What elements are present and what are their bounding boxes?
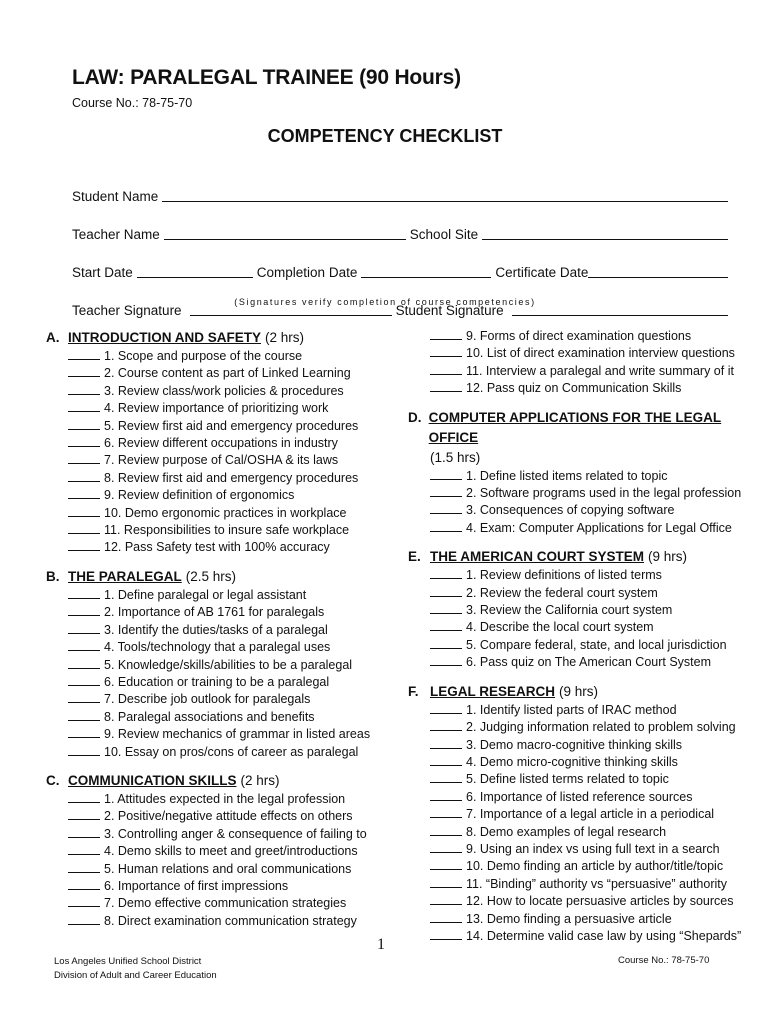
checkoff-blank[interactable] [68, 452, 100, 464]
checklist-item [408, 702, 753, 719]
section-hours: (2.5 hrs) [185, 568, 237, 584]
checklist-item-text: 12. Pass quiz on Communication Skills [466, 381, 682, 396]
checklist-item-text: 10. Demo ergonomic practices in workplace [104, 505, 347, 520]
district-name: Los Angeles Unified School District [54, 956, 202, 967]
checklist-item [46, 622, 386, 639]
checkoff-blank[interactable] [68, 435, 100, 447]
section-c-header [46, 771, 386, 791]
checklist-item [46, 709, 386, 726]
section-f-header [408, 682, 753, 702]
checklist-heading: COMPETENCY CHECKLIST [267, 126, 503, 146]
checklist-item-text: 2. Importance of AB 1761 for paralegals [104, 605, 325, 620]
section-e-header [408, 547, 753, 567]
checklist-item-text: 2. Software programs used in the legal profession [466, 486, 742, 501]
checklist-item-text: 7. Review purpose of Cal/OSHA & its laws [104, 453, 339, 468]
checklist-item [408, 637, 753, 654]
student-signature-label: Student Signature [395, 303, 504, 318]
checklist-item [408, 520, 753, 537]
checkoff-blank[interactable] [430, 824, 462, 836]
checklist-item-text: 3. Identify the duties/tasks of a paralegal [104, 622, 328, 637]
checklist-item-text: 7. Describe job outlook for paralegals [104, 692, 311, 707]
teacher-name-line[interactable] [164, 225, 406, 240]
section-title: COMMUNICATION SKILLS [68, 772, 237, 788]
section-a-items [46, 348, 386, 557]
checkoff-blank[interactable] [68, 418, 100, 430]
checklist-item [408, 928, 753, 945]
checkoff-blank[interactable] [430, 585, 462, 597]
checkoff-blank[interactable] [430, 702, 462, 714]
checkoff-blank[interactable] [430, 876, 462, 888]
checklist-item [408, 841, 753, 858]
section-title: COMPUTER APPLICATIONS FOR THE LEGAL OFFICE [428, 409, 722, 445]
checkoff-blank[interactable] [430, 858, 462, 870]
checkoff-blank[interactable] [68, 539, 100, 551]
checklist-item-text: 14. Determine valid case law by using “Shepards” [466, 928, 742, 943]
checklist-item [46, 470, 386, 487]
checklist-item-text: 1. Define paralegal or legal assistant [104, 587, 307, 602]
checklist-item [408, 719, 753, 736]
checklist-item [408, 567, 753, 584]
checkoff-blank[interactable] [430, 567, 462, 579]
checklist-item [46, 913, 386, 930]
checklist-item-text: 2. Course content as part of Linked Learning [104, 366, 351, 381]
checklist-item-text: 2. Judging information related to problem solving [466, 720, 736, 735]
checklist-item-text: 10. Essay on pros/cons of career as paralegal [104, 744, 359, 759]
checkoff-blank[interactable] [68, 470, 100, 482]
checklist-item-text: 3. Controlling anger & consequence of failing to [104, 826, 367, 841]
checkoff-blank[interactable] [68, 895, 100, 907]
checklist-item [408, 619, 753, 636]
section-c-continued [408, 328, 753, 398]
checkoff-blank[interactable] [68, 913, 100, 925]
checkoff-blank[interactable] [430, 754, 462, 766]
checkoff-blank[interactable] [430, 893, 462, 905]
checklist-item-text: 9. Using an index vs using full text in a search [466, 841, 720, 856]
checklist-item-text: 6. Review different occupations in industry [104, 436, 338, 451]
checkoff-blank[interactable] [430, 602, 462, 614]
section-hours: (9 hrs) [559, 683, 599, 699]
checkoff-blank[interactable] [430, 789, 462, 801]
checklist-item [46, 843, 386, 860]
checkoff-blank[interactable] [430, 485, 462, 497]
checkoff-blank[interactable] [430, 637, 462, 649]
checklist-item-text: 2. Review the federal court system [466, 585, 658, 600]
section-f [408, 682, 753, 946]
checklist-item-text: 8. Direct examination communication strategy [104, 913, 357, 928]
section-b [46, 567, 386, 761]
checkoff-blank[interactable] [430, 619, 462, 631]
signature-note: (Signatures verify completion of course competencies) [234, 297, 536, 307]
checklist-item-text: 4. Demo skills to meet and greet/introductions [104, 844, 358, 859]
checkoff-blank[interactable] [430, 502, 462, 514]
checklist-item-text: 13. Demo finding a persuasive article [466, 911, 672, 926]
checklist-item-text: 1. Identify listed parts of IRAC method [466, 702, 677, 717]
checkoff-blank[interactable] [68, 604, 100, 616]
checklist-item-text: 1. Attitudes expected in the legal profession [104, 791, 346, 806]
checkoff-blank[interactable] [68, 843, 100, 855]
checkoff-blank[interactable] [68, 587, 100, 599]
checklist-item [46, 674, 386, 691]
section-b-header [46, 567, 386, 587]
section-letter: A. [46, 330, 60, 345]
section-f-items [408, 702, 753, 946]
checklist-item [408, 654, 753, 671]
checklist-item [408, 328, 753, 345]
checklist-item-text: 11. Interview a paralegal and write summary of it [466, 363, 734, 378]
section-d-items [408, 468, 753, 538]
section-c-continued-items [408, 328, 753, 398]
checklist-item-text: 5. Review first aid and emergency procedures [104, 418, 359, 433]
left-column [46, 328, 386, 940]
checklist-item-text: 9. Review definition of ergonomics [104, 488, 295, 503]
certificate-date-label: Certificate Date [495, 265, 589, 280]
checklist-item [46, 348, 386, 365]
checklist-item-text: 9. Review mechanics of grammar in listed areas [104, 727, 371, 742]
checklist-item [408, 737, 753, 754]
checklist-item [46, 487, 386, 504]
section-title: LEGAL RESEARCH [430, 683, 556, 699]
checkoff-blank[interactable] [430, 363, 462, 375]
checklist-item-text: 5. Define listed terms related to topic [466, 772, 669, 787]
checklist-item [46, 808, 386, 825]
checklist-item-text: 6. Education or training to be a paralegal [104, 674, 330, 689]
checklist-item [46, 726, 386, 743]
right-column [408, 328, 753, 955]
checklist-item [46, 452, 386, 469]
checklist-item [408, 345, 753, 362]
checkoff-blank[interactable] [68, 365, 100, 377]
completion-date-line[interactable] [361, 263, 491, 278]
checkoff-blank[interactable] [430, 771, 462, 783]
checklist-item [408, 771, 753, 788]
checkoff-blank[interactable] [430, 719, 462, 731]
checkoff-blank[interactable] [68, 505, 100, 517]
checklist-item [408, 806, 753, 823]
checkoff-blank[interactable] [430, 841, 462, 853]
checkoff-blank[interactable] [68, 744, 100, 756]
checkoff-blank[interactable] [430, 911, 462, 923]
section-letter: E. [408, 549, 421, 565]
section-e-items [408, 567, 753, 671]
checklist-item [408, 585, 753, 602]
section-title: THE AMERICAN COURT SYSTEM [430, 549, 645, 565]
checkoff-blank[interactable] [68, 861, 100, 873]
checklist-item-text: 4. Exam: Computer Applications for Legal Office [466, 520, 732, 535]
checklist-item-text: 6. Importance of listed reference sources [466, 789, 693, 804]
section-a-header [46, 328, 386, 348]
checklist-item-text: 1. Review definitions of listed terms [466, 568, 662, 583]
checkoff-blank[interactable] [68, 808, 100, 820]
checklist-item [46, 505, 386, 522]
checklist-item-text: 4. Review importance of prioritizing work [104, 401, 329, 416]
checkoff-blank[interactable] [68, 657, 100, 669]
checklist-item [46, 400, 386, 417]
teacher-name-label: Teacher Name [72, 227, 160, 242]
checklist-item [46, 539, 386, 556]
section-hours: (1.5 hrs) [430, 449, 481, 465]
school-site-line[interactable] [482, 225, 728, 240]
checklist-item [46, 826, 386, 843]
teacher-school-row [72, 204, 732, 242]
section-hours: (2 hrs) [240, 772, 280, 788]
section-letter: C. [46, 772, 60, 788]
checkoff-blank[interactable] [430, 737, 462, 749]
footer-course-number: Course No.: 78-75-70 [618, 955, 710, 966]
checkoff-blank[interactable] [430, 328, 462, 340]
checklist-item [408, 754, 753, 771]
section-letter: B. [46, 568, 60, 584]
checkoff-blank[interactable] [68, 826, 100, 838]
start-date-line[interactable] [137, 263, 253, 278]
certificate-date-line[interactable] [588, 263, 728, 278]
checklist-item [408, 824, 753, 841]
checklist-item [46, 878, 386, 895]
checklist-item-text: 4. Tools/technology that a paralegal uses [104, 640, 331, 655]
section-d-header [408, 408, 753, 448]
dates-row [72, 242, 732, 280]
checklist-item-text: 5. Compare federal, state, and local jurisdiction [466, 637, 727, 652]
checkoff-blank[interactable] [68, 791, 100, 803]
checklist-item [46, 604, 386, 621]
checklist-item [408, 602, 753, 619]
checklist-item [46, 657, 386, 674]
checklist-item-text: 6. Importance of first impressions [104, 878, 289, 893]
checklist-item-text: 12. How to locate persuasive articles by sources [466, 894, 734, 909]
checkoff-blank[interactable] [68, 487, 100, 499]
checkoff-blank[interactable] [430, 520, 462, 532]
checklist-item [46, 791, 386, 808]
checkoff-blank[interactable] [68, 400, 100, 412]
section-a [46, 328, 386, 557]
student-info-fields [72, 166, 732, 318]
checklist-item-text: 1. Define listed items related to topic [466, 468, 668, 483]
footer-district [54, 955, 217, 983]
checklist-item [408, 485, 753, 502]
checklist-item-text: 4. Demo micro-cognitive thinking skills [466, 754, 678, 769]
section-letter: F. [408, 683, 419, 699]
page-number: 1 [377, 936, 385, 953]
checklist-item [46, 895, 386, 912]
checkoff-blank[interactable] [430, 468, 462, 480]
checklist-item [46, 365, 386, 382]
checklist-item [46, 435, 386, 452]
checklist-item-text: 6. Pass quiz on The American Court System [466, 655, 712, 670]
section-e [408, 547, 753, 671]
section-d [408, 408, 753, 538]
checkoff-blank[interactable] [68, 709, 100, 721]
checklist-item-text: 3. Review the California court system [466, 603, 673, 618]
checklist-item-text: 2. Positive/negative attitude effects on others [104, 809, 353, 824]
checklist-item-text: 3. Review class/work policies & procedures [104, 383, 344, 398]
checklist-item [46, 744, 386, 761]
school-site-label: School Site [409, 227, 479, 242]
checklist-item-text: 8. Demo examples of legal research [466, 824, 667, 839]
checklist-item-text: 8. Paralegal associations and benefits [104, 709, 315, 724]
checklist-item-text: 9. Forms of direct examination questions [466, 329, 692, 343]
checklist-item-text: 8. Review first aid and emergency procedures [104, 470, 359, 485]
checklist-item-text: 5. Knowledge/skills/abilities to be a paralegal [104, 657, 353, 672]
checkoff-blank[interactable] [430, 928, 462, 940]
document-title: LAW: PARALEGAL TRAINEE (90 Hours) [72, 66, 461, 89]
checklist-item-text: 1. Scope and purpose of the course [104, 349, 303, 363]
checkoff-blank[interactable] [68, 639, 100, 651]
checklist-item-text: 4. Describe the local court system [466, 620, 654, 635]
checkoff-blank[interactable] [68, 622, 100, 634]
teacher-signature-label: Teacher Signature [72, 303, 182, 318]
checkoff-blank[interactable] [68, 383, 100, 395]
section-c-items [46, 791, 386, 930]
checklist-item-text: 10. List of direct examination interview questions [466, 346, 735, 361]
checklist-item [46, 691, 386, 708]
checklist-item [46, 383, 386, 400]
checklist-item [46, 639, 386, 656]
checklist-item [408, 858, 753, 875]
checklist-item-text: 11. “Binding” authority vs “persuasive” authority [466, 876, 727, 891]
division-name: Division of Adult and Career Education [54, 970, 217, 981]
checklist-item [408, 363, 753, 380]
checkoff-blank[interactable] [430, 654, 462, 666]
section-hours: (9 hrs) [648, 549, 688, 565]
section-title: INTRODUCTION AND SAFETY [68, 330, 261, 345]
checkoff-blank[interactable] [430, 806, 462, 818]
checklist-item-text: 7. Importance of a legal article in a periodical [466, 807, 715, 822]
checklist-item-text: 3. Consequences of copying software [466, 503, 675, 518]
checklist-item [408, 893, 753, 910]
checklist-item-text: 11. Responsibilities to insure safe workplace [104, 523, 350, 538]
checklist-item-text: 3. Demo macro-cognitive thinking skills [466, 737, 683, 752]
checkoff-blank[interactable] [68, 691, 100, 703]
checkoff-blank[interactable] [68, 348, 100, 360]
section-hours: (2 hrs) [265, 330, 305, 345]
student-name-label: Student Name [72, 189, 159, 204]
checklist-item [46, 418, 386, 435]
section-c [46, 771, 386, 930]
checkoff-blank[interactable] [68, 674, 100, 686]
checklist-item-text: 12. Pass Safety test with 100% accuracy [104, 540, 330, 555]
checklist-item [408, 789, 753, 806]
checklist-item-text: 5. Human relations and oral communications [104, 861, 352, 876]
checkoff-blank[interactable] [430, 345, 462, 357]
checkoff-blank[interactable] [68, 522, 100, 534]
start-date-label: Start Date [72, 265, 133, 280]
checklist-item-text: 7. Demo effective communication strategies [104, 896, 347, 911]
checkoff-blank[interactable] [68, 726, 100, 738]
checklist-item-text: 10. Demo finding an article by author/title/topic [466, 859, 724, 874]
checklist-item [408, 502, 753, 519]
checkoff-blank[interactable] [68, 878, 100, 890]
checklist-item [408, 380, 753, 397]
section-b-items [46, 587, 386, 761]
checklist-item [408, 876, 753, 893]
checkoff-blank[interactable] [430, 380, 462, 392]
student-name-row [72, 166, 732, 204]
checklist-item [408, 468, 753, 485]
student-name-line[interactable] [162, 187, 728, 202]
checklist-item [46, 522, 386, 539]
section-title: THE PARALEGAL [68, 568, 182, 584]
completion-date-label: Completion Date [256, 265, 358, 280]
section-letter: D. [408, 409, 422, 425]
course-number: Course No.: 78-75-70 [72, 96, 193, 110]
checklist-item [408, 911, 753, 928]
checklist-item [46, 861, 386, 878]
checklist-item [46, 587, 386, 604]
